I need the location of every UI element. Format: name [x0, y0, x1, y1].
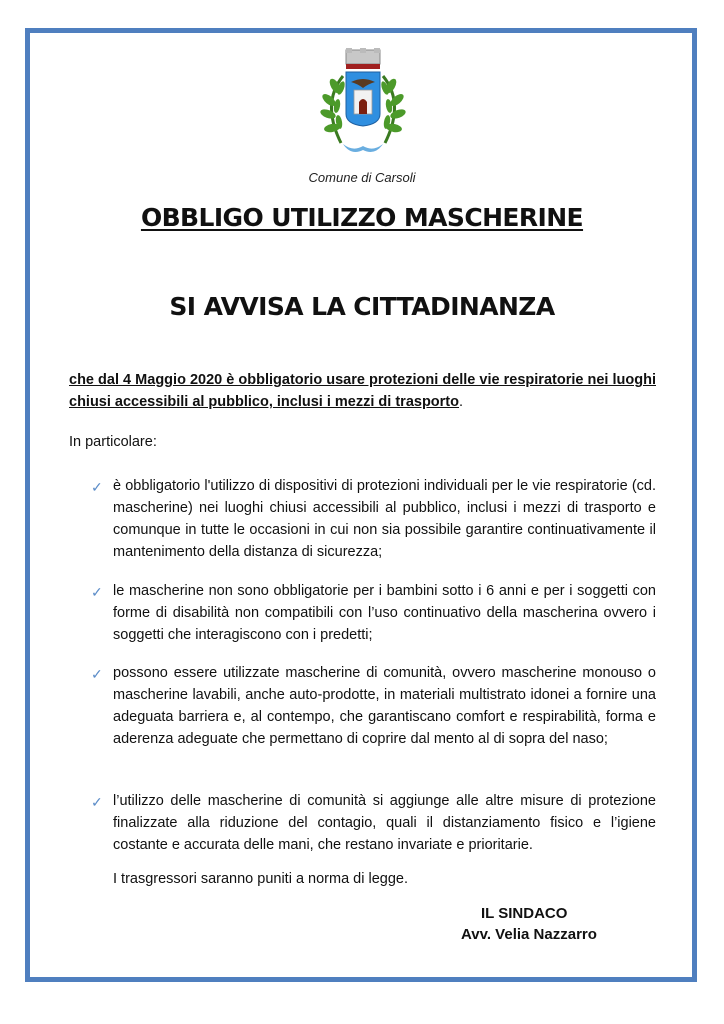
subtitle: SI AVVISA LA CITTADINANZA: [169, 292, 555, 321]
list-item-text: l’utilizzo delle mascherine di comunità si aggiunge alle altre misure di protezione finalizzate alla riduzione del contagio, quali il distanziamento fisico e l’igiene costante e accurata delle mani, che restano invariate e prioritarie.: [113, 793, 656, 853]
list-item: [91, 662, 656, 750]
list-item-text: le mascherine non sono obbligatorie per i bambini sotto i 6 anni e per i soggetti con forme di disabilità non compatibili con l’uso continuativo della mascherina ovvero i soggetti che interagiscono con i predetti;: [113, 583, 656, 643]
intro-tail: .: [459, 394, 464, 410]
intro-paragraph: [69, 369, 656, 413]
list-item: [91, 580, 656, 646]
in-particolare-label: In particolare:: [69, 434, 157, 450]
list-item-text: possono essere utilizzate mascherine di comunità, ovvero mascherine monouso o mascherine lavabili, anche auto-prodotte, in materiali multistrato idonei a fornire una adeguata barriera e, al contempo, che garantiscano comfort e respirabilità, forma e aderenza adeguate che permettano di coprire dal mento al di sopra del naso;: [113, 665, 656, 747]
checkmark-icon: ✓: [91, 584, 103, 600]
checkmark-icon: ✓: [91, 666, 103, 682]
list-item: [91, 475, 656, 563]
closing-statement: I trasgressori saranno puniti a norma di legge.: [113, 871, 408, 887]
checkmark-icon: ✓: [91, 794, 103, 810]
main-title: OBBLIGO UTILIZZO MASCHERINE: [140, 203, 584, 232]
municipality-name: Comune di Carsoli: [308, 170, 416, 185]
checkmark-icon: ✓: [91, 479, 103, 495]
signature-name: Avv. Velia Nazzarro: [461, 926, 597, 943]
intro-underlined-text: che dal 4 Maggio 2020 è obbligatorio usare protezioni delle vie respiratorie nei luoghi chiusi accessibili al pubblico, inclusi i mezzi di trasporto: [69, 372, 656, 410]
signature-role: IL SINDACO: [481, 905, 568, 922]
coat-of-arms-icon: [313, 48, 413, 158]
list-item: [91, 790, 656, 856]
list-item-text: è obbligatorio l'utilizzo di dispositivi di protezioni individuali per le vie respiratorie (cd. mascherine) nei luoghi chiusi accessibili al pubblico, inclusi i mezzi di trasporto e comunque in tutte le occasioni in cui non sia possibile garantire continuativamente il mantenimento della distanza di sicurezza;: [113, 478, 656, 560]
